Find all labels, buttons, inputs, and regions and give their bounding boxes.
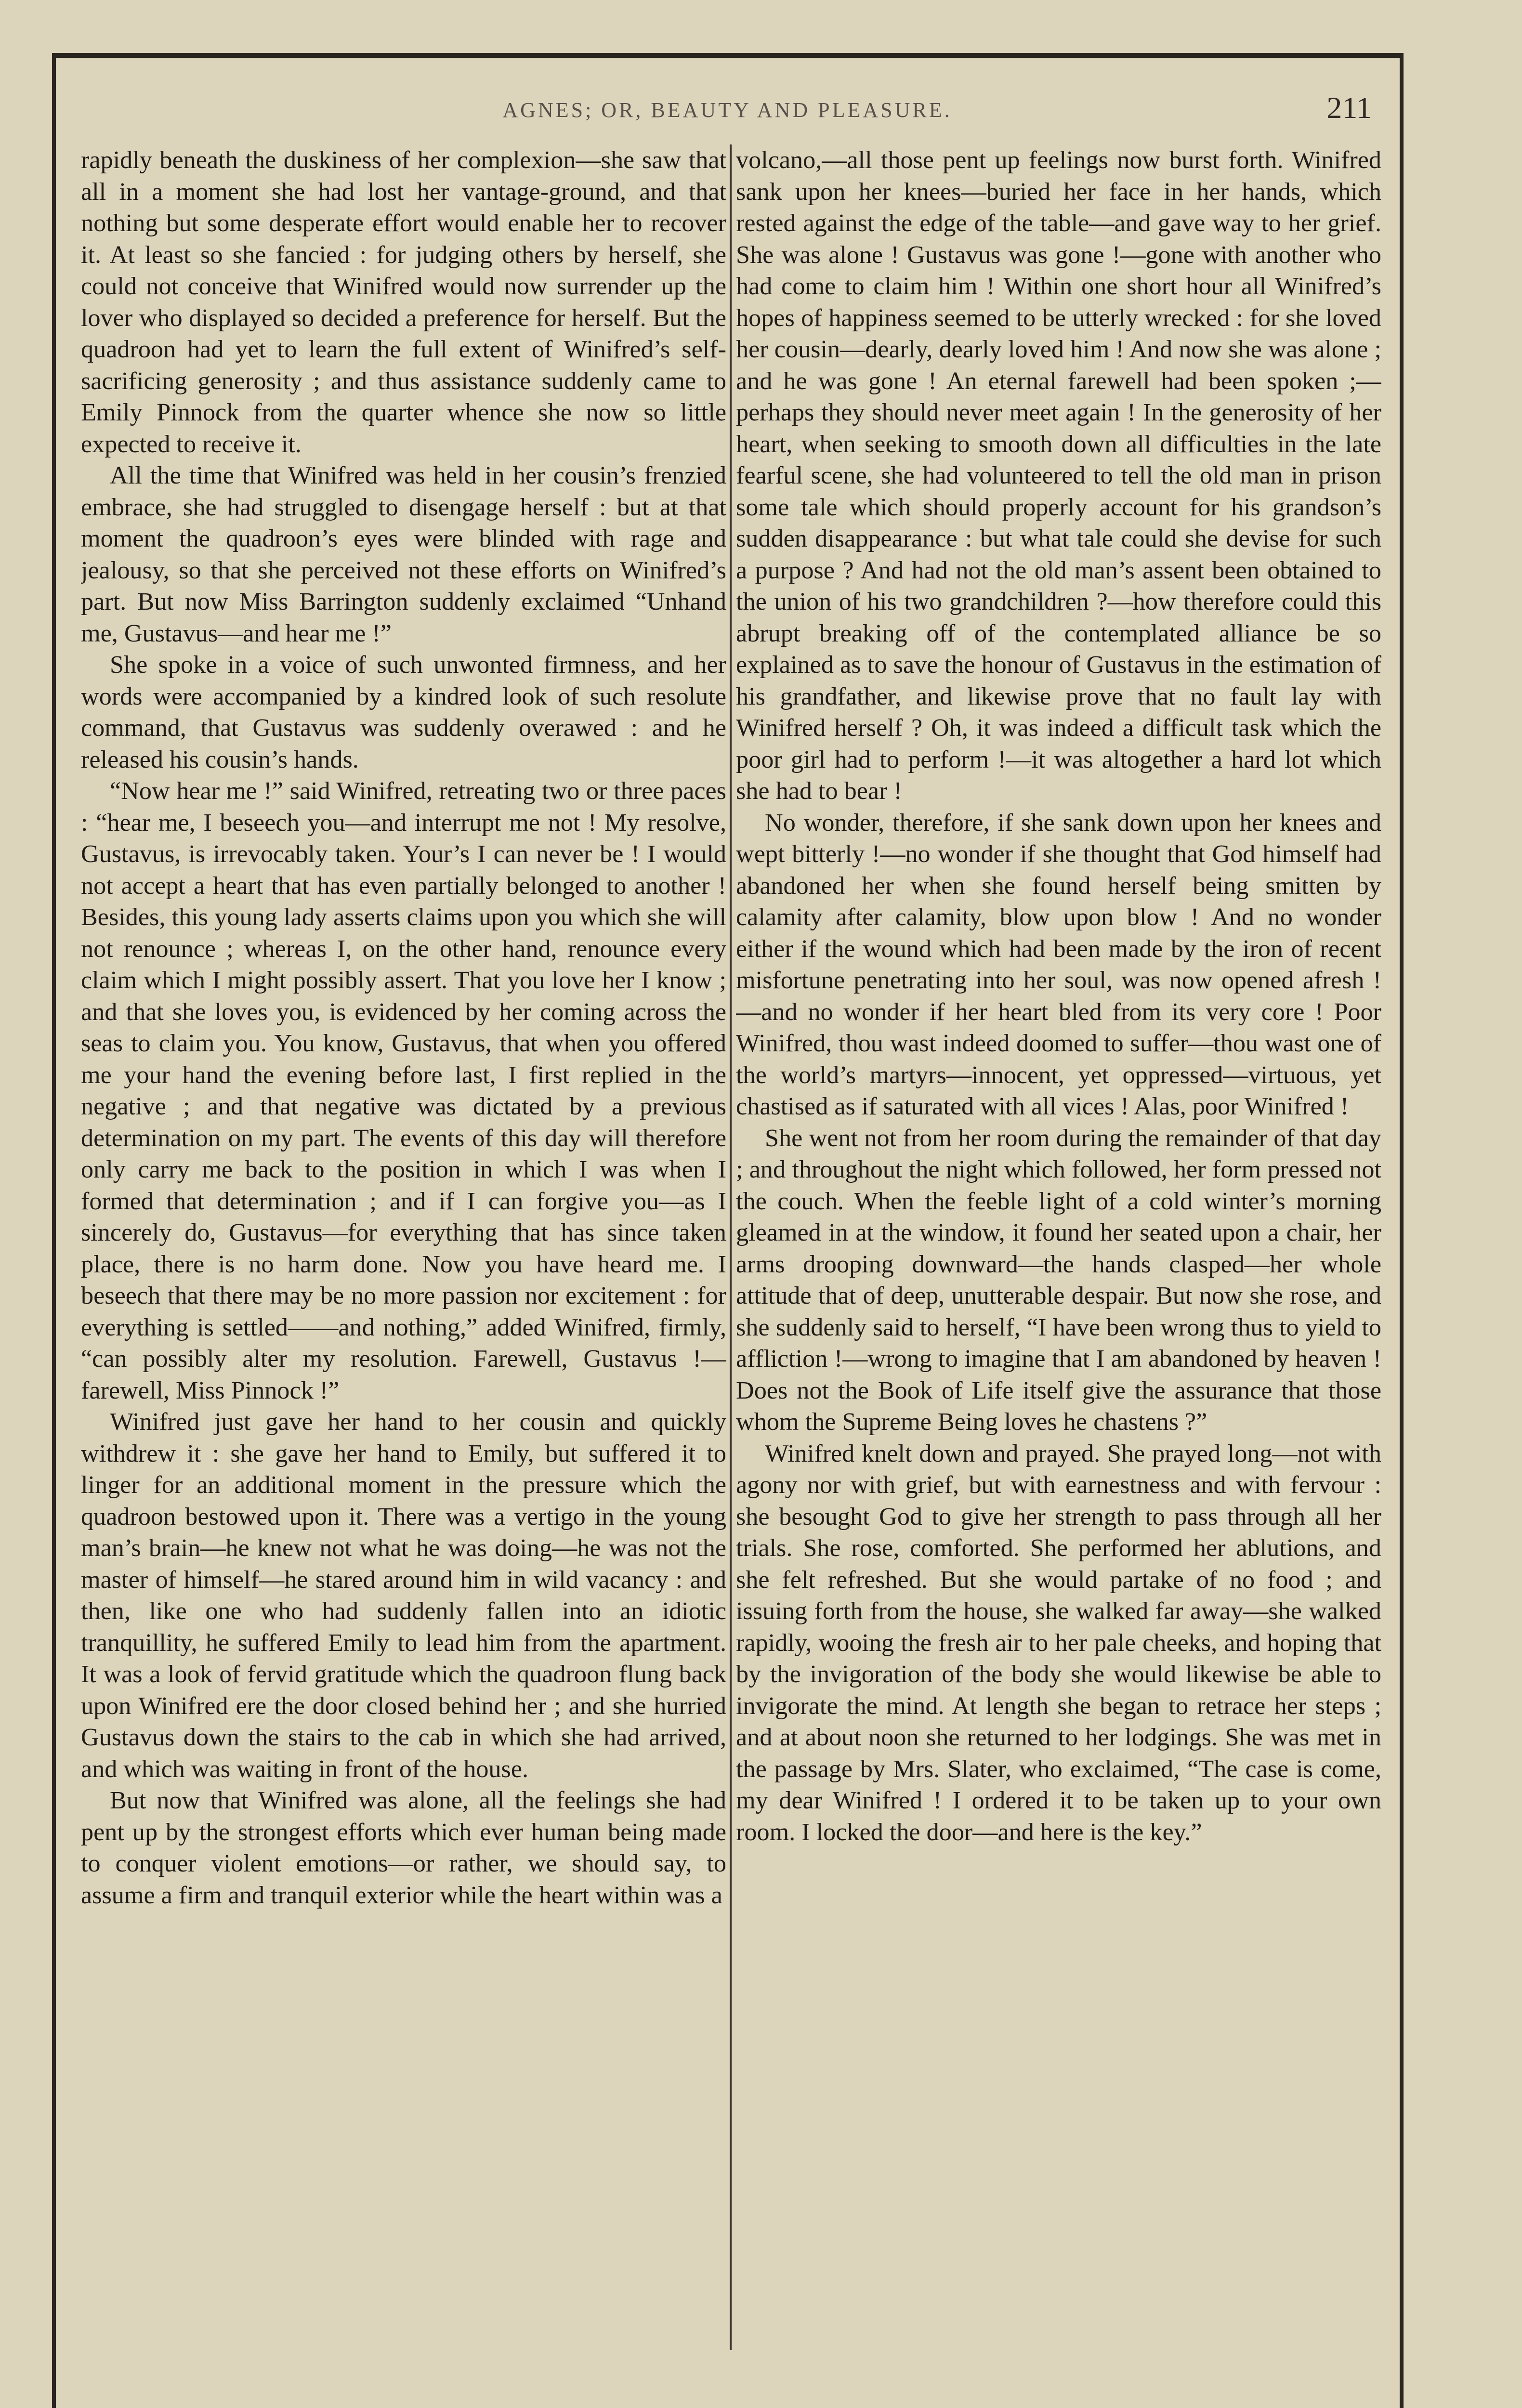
page-header bbox=[72, 89, 1382, 132]
page-number: 211 bbox=[1326, 91, 1372, 125]
paragraph: rapidly beneath the duskiness of her complexion—she saw that all in a moment she had lost her vantage-ground, and that nothing but some desperate effort would enable her to recover it. At least so she fancied : for judging others by herself, she could not conceive that Winifred would now surrender up the lover who displayed so decided a preference for herself. But the quadroon had yet to learn the full extent of Winifred’s self-sacrificing generosity ; and thus assistance suddenly came to Emily Pinnock from the quarter whence she now so little expected to receive it. bbox=[81, 146, 726, 458]
paragraph: No wonder, therefore, if she sank down upon her knees and wept bitterly !—no wonder if she thought that God himself had abandoned her when she found herself being smitten by calamity after calamity, blow upon blow ! And no wonder either if the wound which had been made by the iron of recent misfortune penetrating into her soul, was now opened afresh !—and no wonder if her heart bled from its very core ! Poor Winifred, thou wast indeed doomed to suffer—thou wast one of the world’s martyrs—innocent, yet oppressed—virtuous, yet chastised as if saturated with all vices ! Alas, poor Winifred ! bbox=[736, 808, 1381, 1120]
paragraph: She went not from her room during the remainder of that day ; and throughout the night which followed, her form pressed not the couch. When the feeble light of a cold winter’s morning gleamed in at the window, it found her seated upon a chair, her arms drooping downward—the hands clasped—her whole attitude that of deep, unutterable despair. But now she rose, and she suddenly said to herself, “I have been wrong thus to yield to affliction !—wrong to imagine that I am abandoned by heaven ! Does not the Book of Life itself give the assurance that those whom the Supreme Being loves he chastens ?” bbox=[736, 1124, 1381, 1436]
paragraph: All the time that Winifred was held in her cousin’s frenzied embrace, she had struggled to disengage herself : but at that moment the quadroon’s eyes were blinded with rage and jealousy, so that she perceived not these efforts on Winifred’s part. But now Miss Barrington suddenly exclaimed “Unhand me, Gustavus—and hear me !” bbox=[81, 461, 726, 647]
column-divider bbox=[730, 144, 732, 2350]
running-title: AGNES; OR, BEAUTY AND PLEASURE. bbox=[502, 98, 952, 122]
paragraph: She spoke in a voice of such unwonted firmness, and her words were accompanied by a kindred look of such resolute command, that Gustavus was suddenly overawed : and he released his cousin’s hands. bbox=[81, 651, 726, 773]
paragraph: Winifred knelt down and prayed. She prayed long—not with agony nor with grief, but with earnestness and with fervour : she besought God to give her strength to pass through all her trials. She rose, comforted. She performed her ablutions, and she felt refreshed. But she would partake of no food ; and issuing forth from the house, she walked far away—she walked rapidly, wooing the fresh air to her pale cheeks, and hoping that by the invigoration of the body she would likewise be able to invigorate the mind. At length she began to retrace her steps ; and at about noon she returned to her lodgings. She was met in the passage by Mrs. Slater, who exclaimed, “The case is come, my dear Winifred ! I ordered it to be taken up to your own room. I locked the door—and here is the key.” bbox=[736, 1439, 1381, 1846]
paragraph: “Now hear me !” said Winifred, retreating two or three paces : “hear me, I beseech you—and interrupt me not ! My resolve, Gustavus, is irrevocably taken. Your’s I can never be ! I would not accept a heart that has even partially belonged to another ! Besides, this young lady asserts claims upon you which she will not renounce ; whereas I, on the other hand, renounce every claim which I might possibly assert. That you love her I know ; and that she loves you, is evidenced by her coming across the seas to claim you. You know, Gustavus, that when you offered me your hand the evening before last, I first replied in the negative ; and that negative was dictated by a previous determination on my part. The events of this day will therefore only carry me back to the position in which I was when I formed that determination ; and if I can forgive you—as I sincerely do, Gustavus—for everything that has since taken place, there is no harm done. Now you have heard me. I beseech that there may be no more passion nor excitement : for everything is settled——and nothing,” added Winifred, firmly, “can possibly alter my resolution. Farewell, Gustavus !—farewell, Miss Pinnock !” bbox=[81, 777, 726, 1404]
right-column bbox=[736, 144, 1381, 2374]
left-column bbox=[81, 144, 726, 2374]
paragraph: But now that Winifred was alone, all the feelings she had pent up by the strongest efforts which ever human being made to conquer violent emotions—or rather, we should say, to assume a firm and tranquil exterior while the heart within was a bbox=[81, 1786, 726, 1909]
paragraph: volcano,—all those pent up feelings now burst forth. Winifred sank upon her knees—buried her face in her hands, which rested against the edge of the table—and gave way to her grief. She was alone ! Gustavus was gone !—gone with another who had come to claim him ! Within one short hour all Winifred’s hopes of happiness seemed to be utterly wrecked : for she loved her cousin—dearly, dearly loved him ! And now she was alone ; and he was gone ! An eternal farewell had been spoken ;—perhaps they should never meet again ! In the generosity of her heart, when seeking to smooth down all difficulties in the late fearful scene, she had volunteered to tell the old man in prison some tale which should properly account for his grandson’s sudden disappearance : but what tale could she devise for such a purpose ? And had not the old man’s assent been obtained to the union of his two grandchildren ?—how therefore could this abrupt breaking off of the contemplated alliance be so explained as to save the honour of Gustavus in the estimation of his grandfather, and likewise prove that no fault lay with Winifred herself ? Oh, it was indeed a difficult task which the poor girl had to perform !—it was altogether a hard lot which she had to bear ! bbox=[736, 146, 1381, 805]
paragraph: Winifred just gave her hand to her cousin and quickly withdrew it : she gave her hand to Emily, but suffered it to linger for an additional moment in the pressure which the quadroon bestowed upon it. There was a vertigo in the young man’s brain—he knew not what he was doing—he was not the master of himself—he stared around him in wild vacancy : and then, like one who had suddenly fallen into an idiotic tranquillity, he suffered Emily to lead him from the apartment. It was a look of fervid gratitude which the quadroon flung back upon Winifred ere the door closed behind her ; and she hurried Gustavus down the stairs to the cab in which she had arrived, and which was waiting in front of the house. bbox=[81, 1408, 726, 1783]
